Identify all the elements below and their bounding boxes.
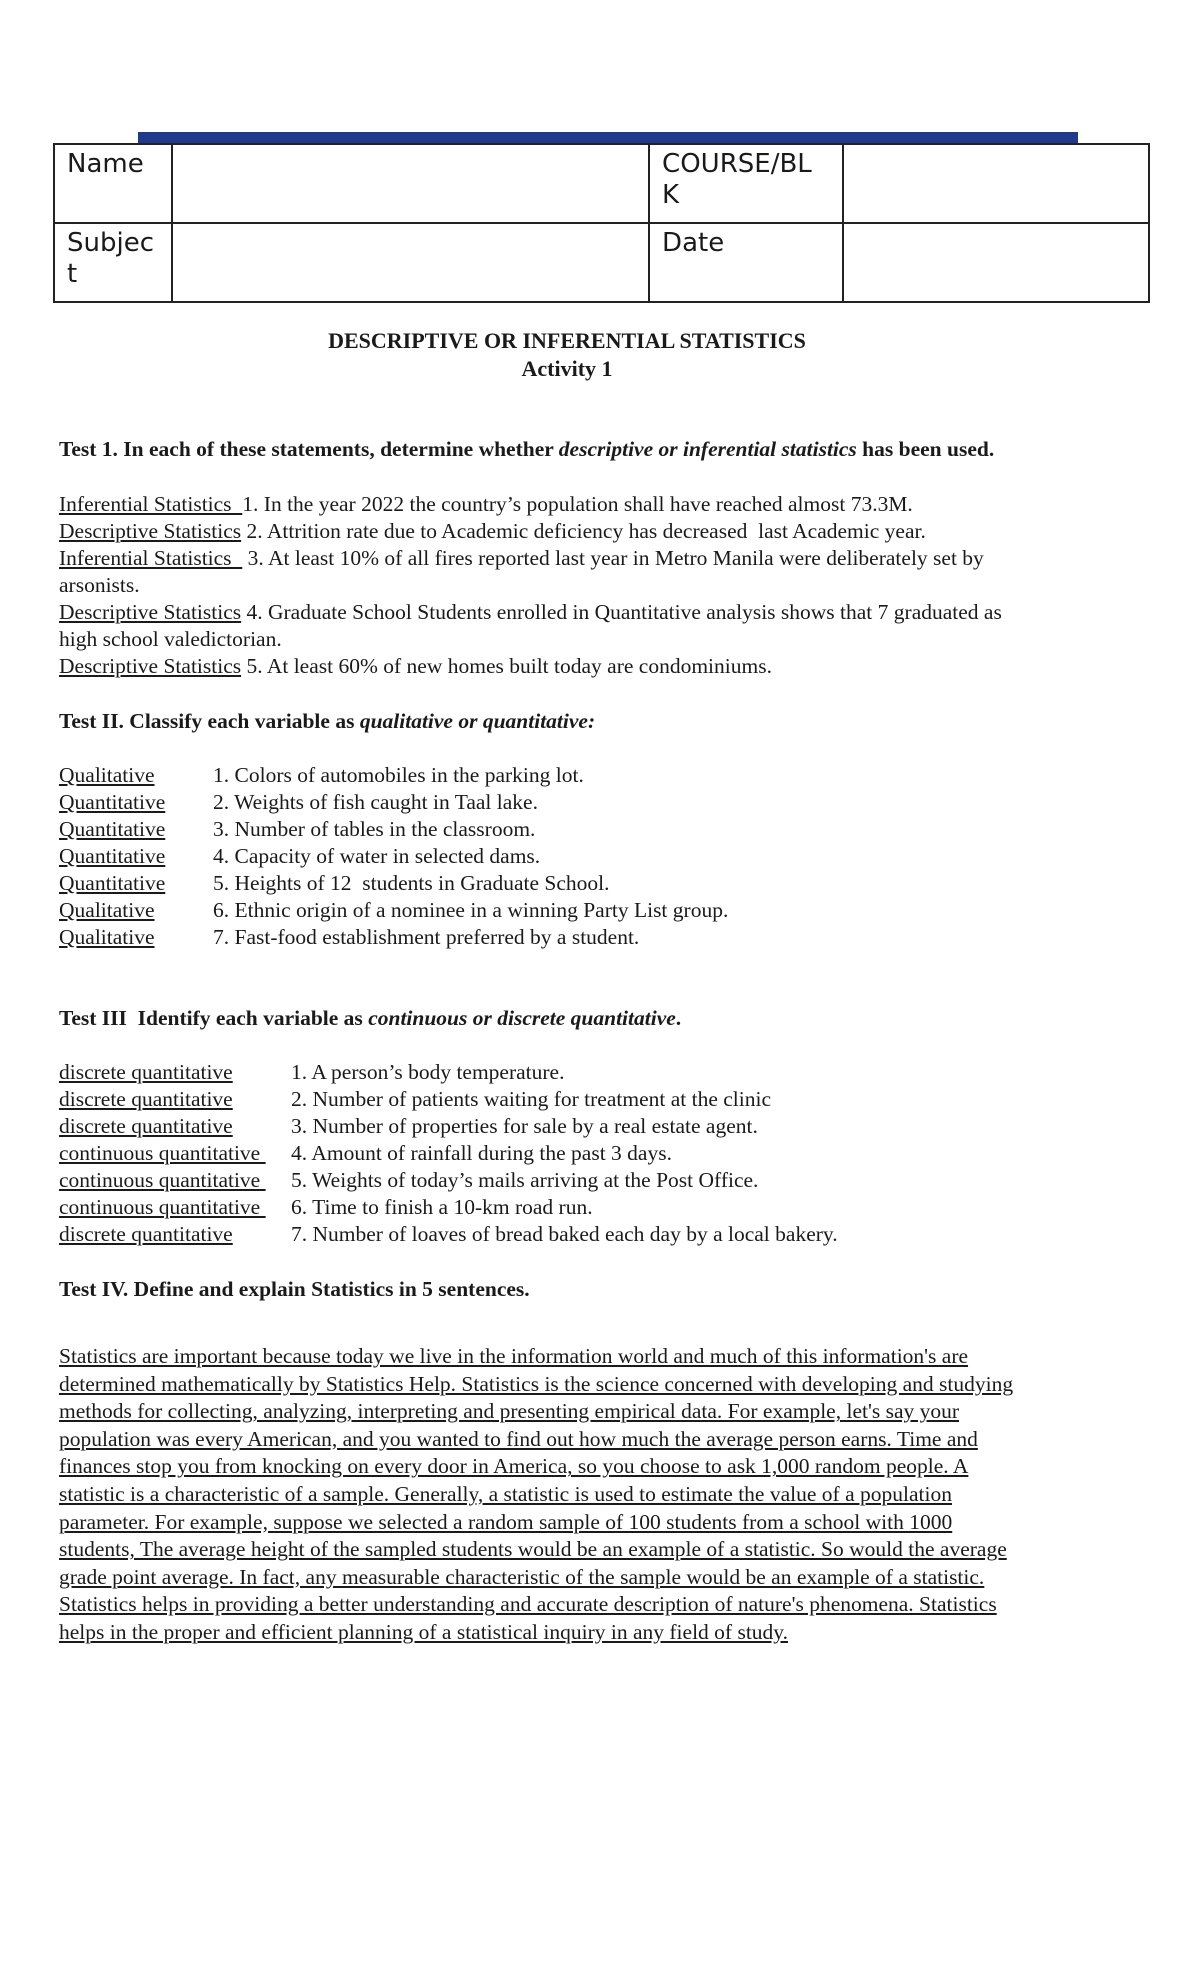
answer: Descriptive Statistics	[59, 600, 242, 624]
answer: Descriptive Statistics	[59, 519, 242, 543]
answer-line: Statistics helps in providing a better understanding and accurate description of nature's phenomena. Statistics	[59, 1592, 997, 1617]
answer-line: parameter. For example, suppose we selected a random sample of 100 students from a school with 1000	[59, 1509, 953, 1534]
answer: continuous quantitative	[59, 1195, 266, 1219]
test3-item-5: continuous quantitative 5. Weights of today’s mails arriving at the Post Office.	[59, 1168, 759, 1192]
answer: Quantitative	[59, 817, 166, 841]
test1-item-3-cont: arsonists.	[59, 573, 140, 597]
test1-item-1: Inferential Statistics 1. In the year 2022 the country’s population shall have reached almost 73.3M.	[59, 492, 913, 516]
answer: discrete quantitative	[59, 1087, 233, 1111]
page-subtitle: Activity 1	[521, 356, 613, 381]
test1-item-4-cont: high school valedictorian.	[59, 627, 282, 651]
test4-answer-paragraph	[59, 1343, 1129, 1647]
test1-item-3: Inferential Statistics 3. At least 10% of all fires reported last year in Metro Manila were deliberately set by	[59, 546, 984, 570]
student-info-table	[53, 143, 1150, 303]
answer: Descriptive Statistics	[59, 654, 242, 678]
answer: Inferential Statistics	[59, 492, 243, 516]
test3-item-4: continuous quantitative 4. Amount of rainfall during the past 3 days.	[59, 1141, 672, 1165]
subject-label: Subjec t	[54, 223, 172, 302]
answer: discrete quantitative	[59, 1222, 233, 1246]
answer: Qualitative	[59, 898, 155, 922]
answer-line: students, The average height of the sampled students would be an example of a statistic. So would the average	[59, 1537, 1007, 1562]
test2-item-5: Quantitative 5. Heights of 12 students in Graduate School.	[59, 871, 610, 895]
test2-item-4: Quantitative 4. Capacity of water in selected dams.	[59, 844, 541, 868]
page-title: DESCRIPTIVE OR INFERENTIAL STATISTICS	[328, 328, 806, 353]
answer: discrete quantitative	[59, 1114, 233, 1138]
name-field[interactable]	[172, 144, 649, 223]
test2-item-3: Quantitative 3. Number of tables in the classroom.	[59, 817, 536, 841]
subject-field[interactable]	[172, 223, 649, 302]
answer: continuous quantitative	[59, 1141, 266, 1165]
course-field[interactable]	[843, 144, 1149, 223]
test1-item-2: Descriptive Statistics 2. Attrition rate due to Academic deficiency has decreased last Academic year.	[59, 519, 926, 543]
answer-line: determined mathematically by Statistics Help. Statistics is the science concerned with developing and studying	[59, 1371, 1014, 1396]
test4-heading: Test IV. Define and explain Statistics in 5 sentences.	[59, 1277, 530, 1301]
answer-line: population was every American, and you wanted to find out how much the average person earns. Time and	[59, 1426, 978, 1451]
answer: Quantitative	[59, 844, 166, 868]
answer-line: finances stop you from knocking on every door in America, so you choose to ask 1,000 random people. A	[59, 1454, 969, 1479]
test1-item-4: Descriptive Statistics 4. Graduate School Students enrolled in Quantitative analysis shows that 7 graduated as	[59, 600, 1002, 624]
answer: Qualitative	[59, 925, 155, 949]
answer-line: Statistics are important because today we live in the information world and much of this information's are	[59, 1344, 969, 1368]
test3-item-3: discrete quantitative 3. Number of properties for sale by a real estate agent.	[59, 1114, 758, 1138]
answer: Inferential Statistics	[59, 546, 243, 570]
date-label: Date	[649, 223, 843, 302]
test2-item-7: Qualitative 7. Fast-food establishment preferred by a student.	[59, 925, 640, 949]
course-label: COURSE/BL K	[649, 144, 843, 223]
test3-item-7: discrete quantitative 7. Number of loaves of bread baked each day by a local bakery.	[59, 1222, 838, 1246]
test3-item-1: discrete quantitative 1. A person’s body temperature.	[59, 1060, 565, 1084]
answer: continuous quantitative	[59, 1168, 266, 1192]
test2-heading: Test II. Classify each variable as qualitative or quantitative:	[59, 709, 596, 733]
test3-item-2: discrete quantitative 2. Number of patients waiting for treatment at the clinic	[59, 1087, 772, 1111]
answer-line: grade point average. In fact, any measurable characteristic of the sample would be an example of a statistic.	[59, 1564, 985, 1589]
answer: discrete quantitative	[59, 1060, 233, 1084]
answer: Quantitative	[59, 790, 166, 814]
test1-heading: Test 1. In each of these statements, determine whether descriptive or inferential statistics has been used.	[59, 437, 995, 461]
test2-item-2: Quantitative 2. Weights of fish caught in Taal lake.	[59, 790, 538, 814]
test3-item-6: continuous quantitative 6. Time to finish a 10-km road run.	[59, 1195, 593, 1219]
answer: Qualitative	[59, 763, 155, 787]
test2-item-1: Qualitative 1. Colors of automobiles in the parking lot.	[59, 763, 584, 787]
test2-item-6: Qualitative 6. Ethnic origin of a nominee in a winning Party List group.	[59, 898, 729, 922]
answer-line: statistic is a characteristic of a sample. Generally, a statistic is used to estimate the value of a population	[59, 1481, 952, 1506]
test1-item-5: Descriptive Statistics 5. At least 60% of new homes built today are condominiums.	[59, 654, 772, 678]
name-label: Name	[54, 144, 172, 223]
answer-line: helps in the proper and efficient planning of a statistical inquiry in any field of study.	[59, 1619, 789, 1644]
date-field[interactable]	[843, 223, 1149, 302]
test3-heading: Test III Identify each variable as continuous or discrete quantitative.	[59, 1006, 682, 1030]
answer-line: methods for collecting, analyzing, interpreting and presenting empirical data. For example, let's say your	[59, 1399, 960, 1424]
answer: Quantitative	[59, 871, 166, 895]
